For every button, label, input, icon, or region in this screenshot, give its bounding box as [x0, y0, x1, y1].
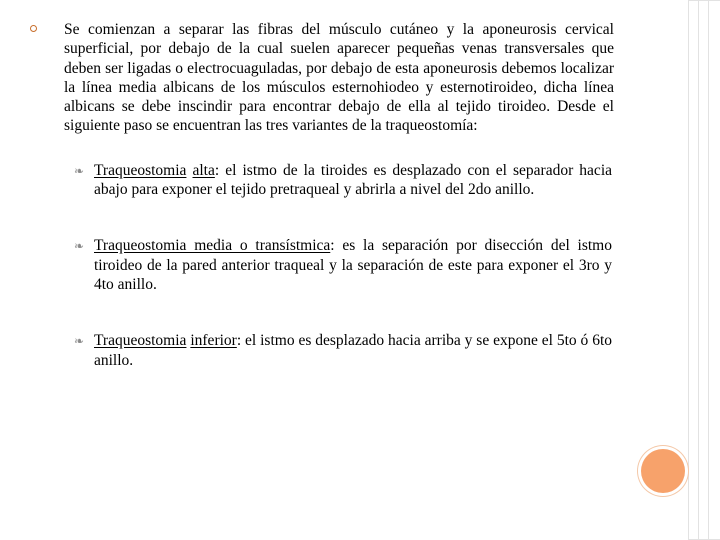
hollow-circle-bullet-icon	[30, 25, 37, 32]
leaf-bullet-icon: ❧	[74, 239, 85, 254]
right-border-line	[688, 0, 689, 540]
decorative-circle-icon	[641, 449, 685, 493]
variant-item-alta	[74, 161, 613, 200]
variant-term-qualifier: inferior	[190, 332, 237, 350]
variant-term: Traqueostomia	[94, 161, 187, 179]
variant-description: : es la separación por disección del istmo tiroideo de la pared anterior traqueal y la separación de este para exponer el 3ro y 4to anillo.	[94, 237, 612, 293]
variant-description: : el istmo es desplazado hacia arriba y se expone el 5to ó 6to anillo.	[94, 332, 612, 369]
variant-term: Traqueostomia	[94, 332, 187, 350]
variant-term-qualifier: alta	[192, 161, 215, 179]
main-paragraph-text: Se comienzan a separar las fibras del músculo cutáneo y la aponeurosis cervical superficial, por debajo de la cual suelen aparecer pequeñas venas transversales que deben ser ligadas o electrocuaguladas, por debajo de esta aponeurosis debemos localizar la línea media albicans de los músculos esternohiodeo y esternotiroideo, dicha línea albicans se debe inscindir para encontrar debajo de ella al tejido tiroideo. Desde el siguiente paso se encuentran las tres variantes de la traqueostomía:	[64, 21, 614, 135]
slide-content	[30, 20, 614, 407]
variant-item-inferior	[74, 331, 612, 370]
right-border-line	[708, 0, 709, 540]
variant-description: : el istmo de la tiroides es desplazado con el separador hacia abajo para exponer el tejido pretraqueal y abrirla a nivel del 2do anillo.	[94, 161, 613, 199]
right-border-line	[698, 0, 699, 540]
variant-term: Traqueostomia media o transístmica	[94, 237, 331, 255]
leaf-bullet-icon: ❧	[74, 163, 85, 178]
tracheostomy-variants-list	[74, 161, 613, 370]
right-border-top	[688, 0, 720, 1]
leaf-bullet-icon: ❧	[74, 334, 85, 349]
main-paragraph-item	[30, 20, 614, 136]
variant-item-media	[74, 236, 612, 294]
